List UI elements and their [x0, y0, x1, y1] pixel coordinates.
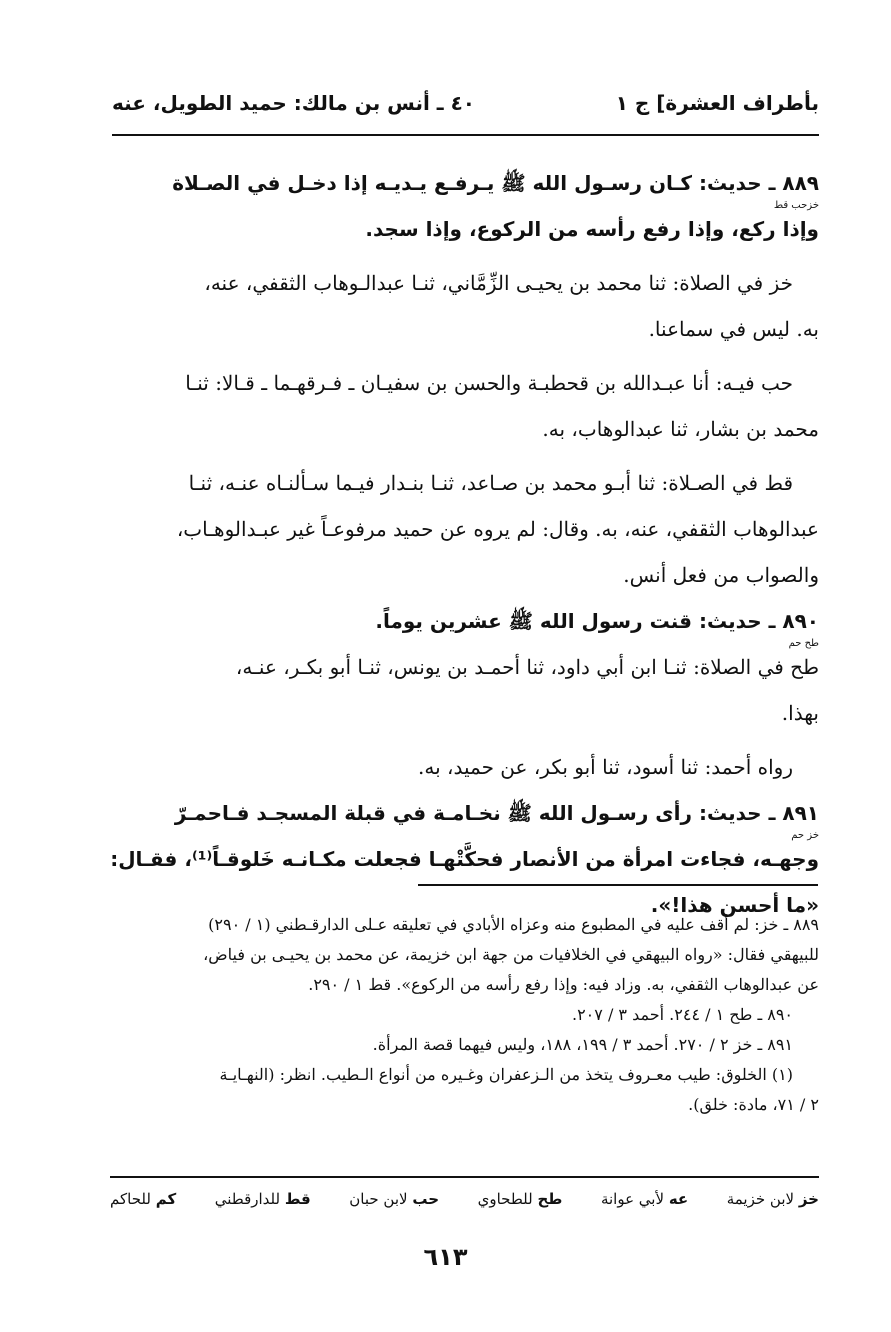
hadith-891-title: ٨٩١ ـ حديث: رأى رسـول الله ﷺ نخـامـة في قبلة المسجـد فـاحمـرّ: [174, 801, 819, 825]
page-number: ٦١٣: [423, 1243, 468, 1271]
footnote-890: ٨٩٠ ـ طح ١ / ٢٤٤. أحمد ٣ / ٢٠٧.: [571, 1005, 793, 1024]
khz-889-line-2: به. ليس في سماعنا.: [648, 317, 819, 341]
header-rule: [112, 134, 819, 136]
footnote-889-line-1: ٨٨٩ ـ خز: لم أقف عليه في المطبوع منه وعزاه الأبادي في تعليقه عـلى الدارقـطني (١ / ٢٩٠): [208, 915, 819, 934]
footnote-1-line-1: (١) الخلوق: طيب معـروف يتخذ من الـزعفران وغـيره من أنواع الـطيب. انظر: (النهـايـة: [219, 1065, 793, 1084]
qt-889-line-2: عبدالوهاب الثقفي، عنه، به. وقال: لم يروه عن حميد مرفوعـاً غير عبـدالوهـاب،: [176, 517, 819, 541]
hadith-891-continuation: خز حم وجهـه، فجاءت امرأة من الأنصار فحكَّتْهـا فجعلت مكـانـه خَلوقـاً⁽¹⁾، فقـال:: [110, 830, 819, 871]
hadith-890-sigla: طح حم: [788, 638, 819, 649]
abbreviation-legend: [110, 1190, 819, 1208]
legend-item: طح للطحاوي: [477, 1190, 563, 1208]
header-book-title: بأطراف العشرة] ج ١: [615, 91, 819, 115]
main-text: [110, 160, 819, 928]
legend-item: خز لابن خزيمة: [726, 1190, 819, 1208]
legend-item: عه لأبي عوانة: [600, 1190, 689, 1208]
hadith-889-title: ٨٨٩ ـ حديث: كـان رسـول الله ﷺ يـرفـع يـديـه إذا دخـل في الصـلاة: [172, 171, 819, 195]
header-chapter-title: ٤٠ ـ أنس بن مالك: حميد الطويل، عنه: [112, 91, 476, 115]
hadith-890-title: ٨٩٠ ـ حديث: قنت رسول الله ﷺ عشرين يوماً.: [375, 609, 819, 633]
hb-889-line-1: حب فيـه: أنا عبـدالله بن قحطبـة والحسن بن سفيـان ـ فـرقهـما ـ قـالا: ثنـا: [185, 371, 793, 395]
ahmad-890: رواه أحمد: ثنا أسود، ثنا أبو بكر، عن حميد، به.: [418, 755, 793, 779]
footnote-891: ٨٩١ ـ خز ٢ / ٢٧٠. أحمد ٣ / ١٩٩، ١٨٨، وليس فيهما قصة المرأة.: [372, 1035, 793, 1054]
hadith-889-sigla: خزحب قط: [773, 200, 819, 211]
running-header: [112, 86, 819, 120]
legend-rule: [110, 1176, 819, 1178]
qt-889-line-3: والصواب من فعل أنس.: [623, 563, 819, 587]
hb-889-line-2: محمد بن بشار، ثنا عبدالوهاب، به.: [542, 417, 819, 441]
footnote-889-line-3: عن عبدالوهاب الثقفي، به. وزاد فيه: وإذا رفع رأسه من الركوع». قط ١ / ٢٩٠.: [308, 975, 819, 994]
legend-item: حب لابن حبان: [349, 1190, 440, 1208]
th-890-line-2: بهذا.: [781, 701, 819, 725]
footnote-1-line-2: ٢ / ٧١، مادة: خلق).: [688, 1095, 819, 1114]
hadith-891-sigla: خز حم: [791, 830, 819, 841]
legend-item: قط للدارقطني: [214, 1190, 311, 1208]
qt-889-line-1: قط في الصـلاة: ثنا أبـو محمد بن صـاعد، ثنـا بنـدار فيـما سـألنـاه عنـه، ثنـا: [188, 471, 793, 495]
legend-item: كم للحاكم: [110, 1190, 177, 1208]
hadith-891-end: «ما أحسن هذا!».: [650, 893, 819, 917]
footnote-rule: [418, 884, 818, 886]
khz-889-line-1: خز في الصلاة: ثنا محمد بن يحيـى الزِّمَّاني، ثنـا عبدالـوهاب الثقفي، عنه،: [204, 271, 793, 295]
footnote-889-line-2: للبيهقي فقال: «رواه البيهقي في الخلافيات من جهة ابن خزيمة، عن محمد بن يحيـى بن فياض،: [203, 945, 819, 964]
th-890-line-1: طح حم طح في الصلاة: ثنـا ابن أبي داود، ثنا أحمـد بن يونس، ثنـا أبو بكـر، عنـه،: [235, 638, 819, 679]
hadith-889-continuation: خزحب قط وإذا ركع، وإذا رفع رأسه من الركوع، وإذا سجد.: [365, 200, 819, 241]
footnotes: [110, 910, 819, 1120]
